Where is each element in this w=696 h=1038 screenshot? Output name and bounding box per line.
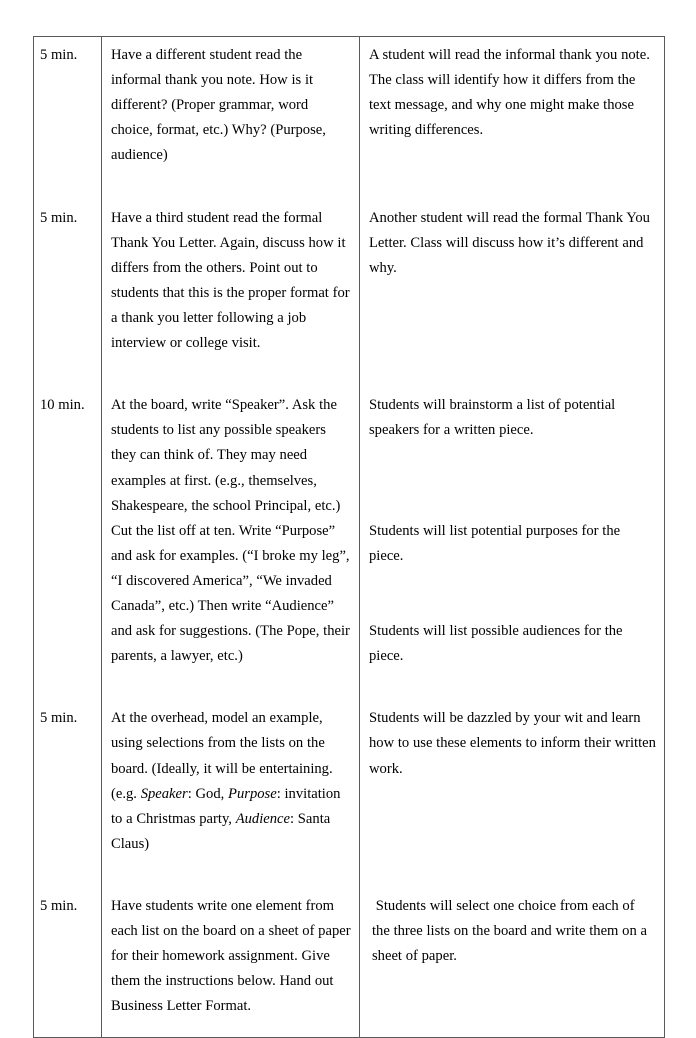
- time-cell: [34, 888, 102, 1025]
- emphasis-speaker: Speaker: [140, 785, 188, 802]
- student-outcome-text: A student will read the informal thank you note. The class will identify how it differs from the text message, and why one might make those writing differences.: [369, 47, 654, 139]
- row-spacer-bottom: [34, 1025, 665, 1038]
- student-outcome-cell: [360, 200, 665, 363]
- table-row: [34, 387, 665, 675]
- teacher-text-part-4: : Santa Claus): [111, 810, 334, 852]
- student-cell-spacer: [360, 174, 665, 199]
- student-outcome-cell: [360, 888, 665, 1025]
- time-label: 5 min.: [40, 898, 78, 915]
- teacher-cell-spacer: [102, 675, 360, 700]
- teacher-text-part-1: At the overhead, model an example, using selections from the lists on the board. (Ideally, it will be entertaining. (e.g.: [111, 710, 337, 802]
- lesson-plan-table: [33, 36, 665, 1038]
- student-outcome-text: Students will be dazzled by your wit and learn how to use these elements to inform their written work.: [369, 710, 660, 777]
- emphasis-audience: Audience: [235, 810, 290, 827]
- row-spacer: [34, 362, 665, 387]
- student-cell-spacer: [360, 675, 665, 700]
- student-cell-spacer: [360, 362, 665, 387]
- student-outcome-text-purposes: Students will list potential purposes for the piece.: [369, 522, 624, 564]
- student-outcome-cell: [360, 387, 665, 675]
- time-cell-spacer: [34, 863, 102, 888]
- row-spacer: [34, 675, 665, 700]
- row-spacer: [34, 174, 665, 199]
- teacher-cell-spacer: [102, 362, 360, 387]
- student-outcome-text: Students will select one choice from each of the three lists on the board and write them on a sheet of paper.: [372, 898, 651, 965]
- teacher-text-part-2: : God,: [187, 785, 229, 802]
- emphasis-purpose: Purpose: [228, 785, 277, 802]
- teacher-activity-cell: [102, 387, 360, 675]
- teacher-activity-text: [111, 706, 351, 857]
- time-cell-spacer: [34, 675, 102, 700]
- table-row: [34, 700, 665, 863]
- student-cell-spacer: [360, 863, 665, 888]
- table-row: [34, 200, 665, 363]
- teacher-cell-spacer: [102, 863, 360, 888]
- student-outcome-text: Another student will read the formal Thank You Letter. Class will discuss how it’s different and why.: [369, 209, 654, 276]
- teacher-activity-cell: [102, 700, 360, 863]
- time-cell: [34, 37, 102, 175]
- time-cell-spacer: [34, 1025, 102, 1038]
- teacher-text-part-3: : invitation to a Christmas party,: [111, 785, 345, 827]
- time-label: 5 min.: [40, 209, 78, 226]
- outcome-spacer: [369, 569, 656, 619]
- student-outcome-text-speakers: Students will brainstorm a list of potential speakers for a written piece.: [369, 397, 619, 439]
- student-outcome-text-audiences: Students will list possible audiences for the piece.: [369, 623, 627, 665]
- time-cell-spacer: [34, 174, 102, 199]
- teacher-activity-cell: [102, 888, 360, 1025]
- student-outcome-cell: [360, 700, 665, 863]
- student-cell-spacer: [360, 1025, 665, 1038]
- teacher-cell-spacer: [102, 174, 360, 199]
- time-label: 5 min.: [40, 47, 78, 63]
- time-cell: [34, 700, 102, 863]
- teacher-activity-text: Have students write one element from each list on the board on a sheet of paper for their homework assignment. Give them the instructions below. Hand out Business Letter Format.: [111, 898, 355, 1015]
- time-label: 5 min.: [40, 710, 78, 727]
- row-spacer: [34, 863, 665, 888]
- teacher-activity-cell: [102, 37, 360, 175]
- teacher-activity-cell: [102, 200, 360, 363]
- time-cell: [34, 200, 102, 363]
- teacher-activity-text: Have a different student read the informal thank you note. How is it different? (Proper grammar, word choice, format, etc.) Why? (Purpose, audience): [111, 47, 330, 164]
- time-label: 10 min.: [40, 397, 85, 414]
- teacher-activity-text: At the board, write “Speaker”. Ask the students to list any possible speakers they can think of. They may need examples at first. (e.g., themselves, Shakespeare, the school Principal, etc.) Cut the list off at ten. Write “Purpose” and ask for examples. (“I broke my leg”, “I discovered America”, “We invaded Canada”, etc.) Then write “Audience” and ask for suggestions. (The Pope, their parents, a lawyer, etc.): [111, 397, 354, 665]
- time-cell-spacer: [34, 362, 102, 387]
- teacher-activity-text: Have a third student read the formal Thank You Letter. Again, discuss how it differs from the others. Point out to students that this is the proper format for a thank you letter following a job interview or college visit.: [111, 209, 354, 352]
- table-row: [34, 37, 665, 175]
- student-outcome-cell: [360, 37, 665, 175]
- table-body: [34, 37, 665, 1038]
- teacher-cell-spacer: [102, 1025, 360, 1038]
- outcome-spacer: [369, 443, 656, 518]
- time-cell: [34, 387, 102, 675]
- table-row: [34, 888, 665, 1025]
